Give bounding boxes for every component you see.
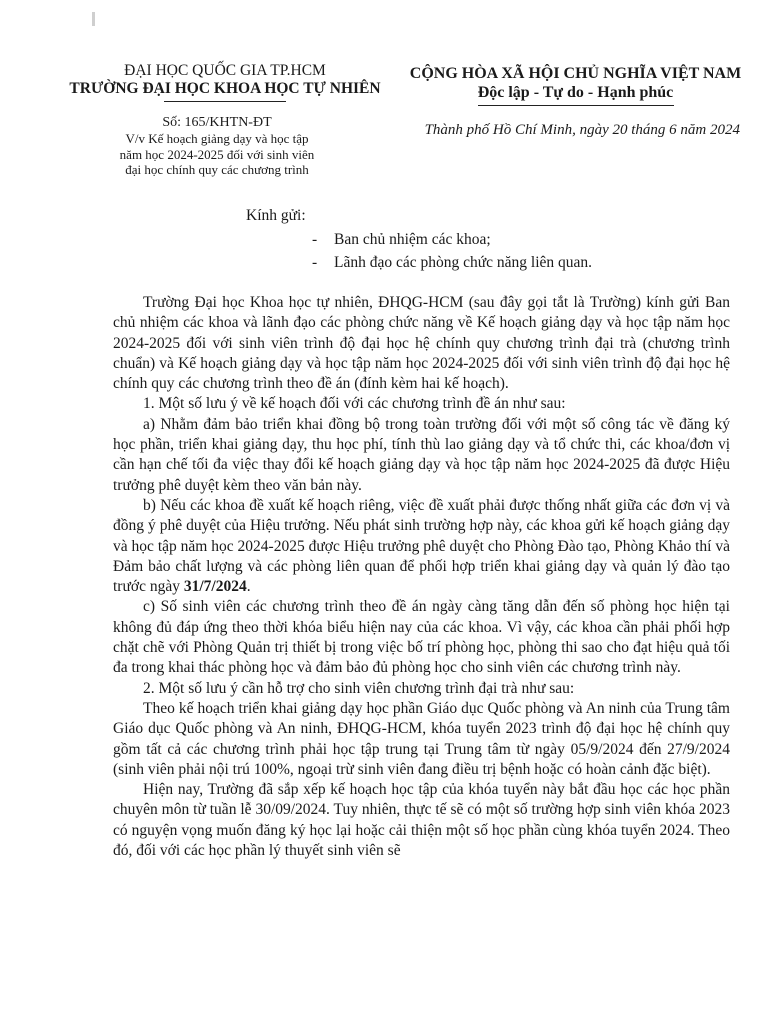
issuer-header bbox=[40, 62, 410, 102]
recipient-item bbox=[312, 228, 592, 251]
section-1-title: 1. Một số lưu ý về kế hoạch đối với các chương trình đề án như sau: bbox=[143, 395, 566, 413]
subject-line-1: V/v Kế hoạch giảng dạy và học tập bbox=[125, 131, 309, 146]
section-2-title: 2. Một số lưu ý cần hỗ trợ cho sinh viên chương trình đại trà như sau: bbox=[143, 679, 575, 697]
subject-line-3: đại học chính quy các chương trình bbox=[125, 162, 309, 177]
document-number: Số: 165/KHTN-ĐT bbox=[162, 115, 272, 130]
section-1b-text: b) Nếu các khoa đề xuất kế hoạch riêng, việc đề xuất phải được thống nhất giữa các đơn vị và đồng ý phê duyệt của Hiệu trưởng. Nếu phát sinh trường hợp này, các khoa gửi kế hoạch giảng dạy và học tập năm học 2024-2025 được Hiệu trưởng phê duyệt cho Phòng Đào tạo, Phòng Khảo thí và Đảm bảo chất lượng và các phòng liên quan để phối hợp triển khai giảng dạy và quản lý đào tạo trước ngày bbox=[113, 496, 730, 596]
section-1a-paragraph: a) Nhằm đảm bảo triển khai đồng bộ trong toàn trường đối với một số công tác về đăng ký học phần, triển khai giảng dạy, thu học phí, tính thù lao giảng dạy và tổ chức thi, các khoa/đơn vị cần hạn chế tối đa việc thay đổi kế hoạch giảng dạy và học tập năm học 2024-2025 đã được Hiệu trưởng phê duyệt kèm theo văn bản này. bbox=[113, 415, 730, 494]
issuer-underline bbox=[164, 101, 286, 102]
country-name: CỘNG HÒA XÃ HỘI CHỦ NGHĨA VIỆT NAM bbox=[409, 65, 742, 82]
motto-underline bbox=[478, 105, 674, 106]
recipient-text: Ban chủ nhiệm các khoa; bbox=[334, 231, 491, 248]
document-reference bbox=[62, 114, 372, 178]
intro-paragraph: Trường Đại học Khoa học tự nhiên, ĐHQG-HCM (sau đây gọi tắt là Trường) kính gửi Ban chủ nhiệm các khoa và lãnh đạo các phòng chức năng về Kế hoạch giảng dạy và học tập năm học 2024-2025 đối với sinh viên trình độ đại học hệ chính quy chương trình đại trà (chương trình chuẩn) và Kế hoạch giảng dạy và học tập năm học 2024-2025 đối với sinh viên trình độ đại học hệ chính quy các chương trình theo đề án (đính kèm hai kế hoạch). bbox=[113, 294, 730, 393]
list-dash: - bbox=[312, 231, 318, 248]
university-name: ĐẠI HỌC QUỐC GIA TP.HCM bbox=[124, 62, 326, 79]
recipient-item bbox=[312, 251, 592, 274]
letter-body bbox=[113, 293, 730, 861]
recipient-text: Lãnh đạo các phòng chức năng liên quan. bbox=[334, 254, 593, 271]
greeting: Kính gửi: bbox=[246, 207, 306, 224]
recipient-list bbox=[312, 228, 592, 274]
section-2a-paragraph: Theo kế hoạch triển khai giảng dạy học phần Giáo dục Quốc phòng và An ninh của Trung tâm Giáo dục Quốc phòng và An ninh, ĐHQG-HCM, khóa tuyển 2023 trình độ đại học hệ chính quy gồm tất cả các chương trình phải học tập trung tại Trung tâm từ ngày 05/9/2024 đến 27/9/2024 (sinh viên phải nội trú 100%, ngoại trừ sinh viên đang điều trị bệnh hoặc có hoàn cảnh đặc biệt). bbox=[113, 699, 730, 778]
subject-line-2: năm học 2024-2025 đối với sinh viên bbox=[119, 146, 315, 162]
faculty-name: TRƯỜNG ĐẠI HỌC KHOA HỌC TỰ NHIÊN bbox=[69, 80, 381, 97]
section-1b-paragraph bbox=[113, 496, 730, 597]
section-1c-paragraph: c) Số sinh viên các chương trình theo đề án ngày càng tăng dẫn đến số phòng học hiện tại không đủ đáp ứng theo thời khóa biểu hiện nay của các khoa. Vì vậy, các khoa cần phải phối hợp chặt chẽ với Phòng Quản trị thiết bị trong việc bố trí phòng học, phòng thi sao cho đạt hiệu quả tối đa trong khai thác phòng học và đảm bảo đủ phòng học cho sinh viên các chương trình này. bbox=[113, 598, 730, 677]
national-header bbox=[408, 64, 743, 106]
place-date: Thành phố Hồ Chí Minh, ngày 20 tháng 6 năm 2024 bbox=[424, 122, 740, 138]
list-dash: - bbox=[312, 254, 318, 271]
deadline-date: 31/7/2024 bbox=[183, 578, 247, 596]
section-1b-end: . bbox=[246, 578, 251, 596]
scan-mark bbox=[92, 12, 95, 26]
motto: Độc lập - Tự do - Hạnh phúc bbox=[477, 84, 674, 101]
section-2b-paragraph: Hiện nay, Trường đã sắp xếp kế hoạch học tập của khóa tuyển này bắt đầu học các học phần chuyên môn từ tuần lễ 30/09/2024. Tuy nhiên, thực tế sẽ có một số trường hợp sinh viên khóa 2023 có nguyện vọng muốn đăng ký học lại hoặc cải thiện một số học phần cùng khóa tuyển 2024. Theo đó, đối với các học phần lý thuyết sinh viên sẽ bbox=[113, 781, 730, 860]
